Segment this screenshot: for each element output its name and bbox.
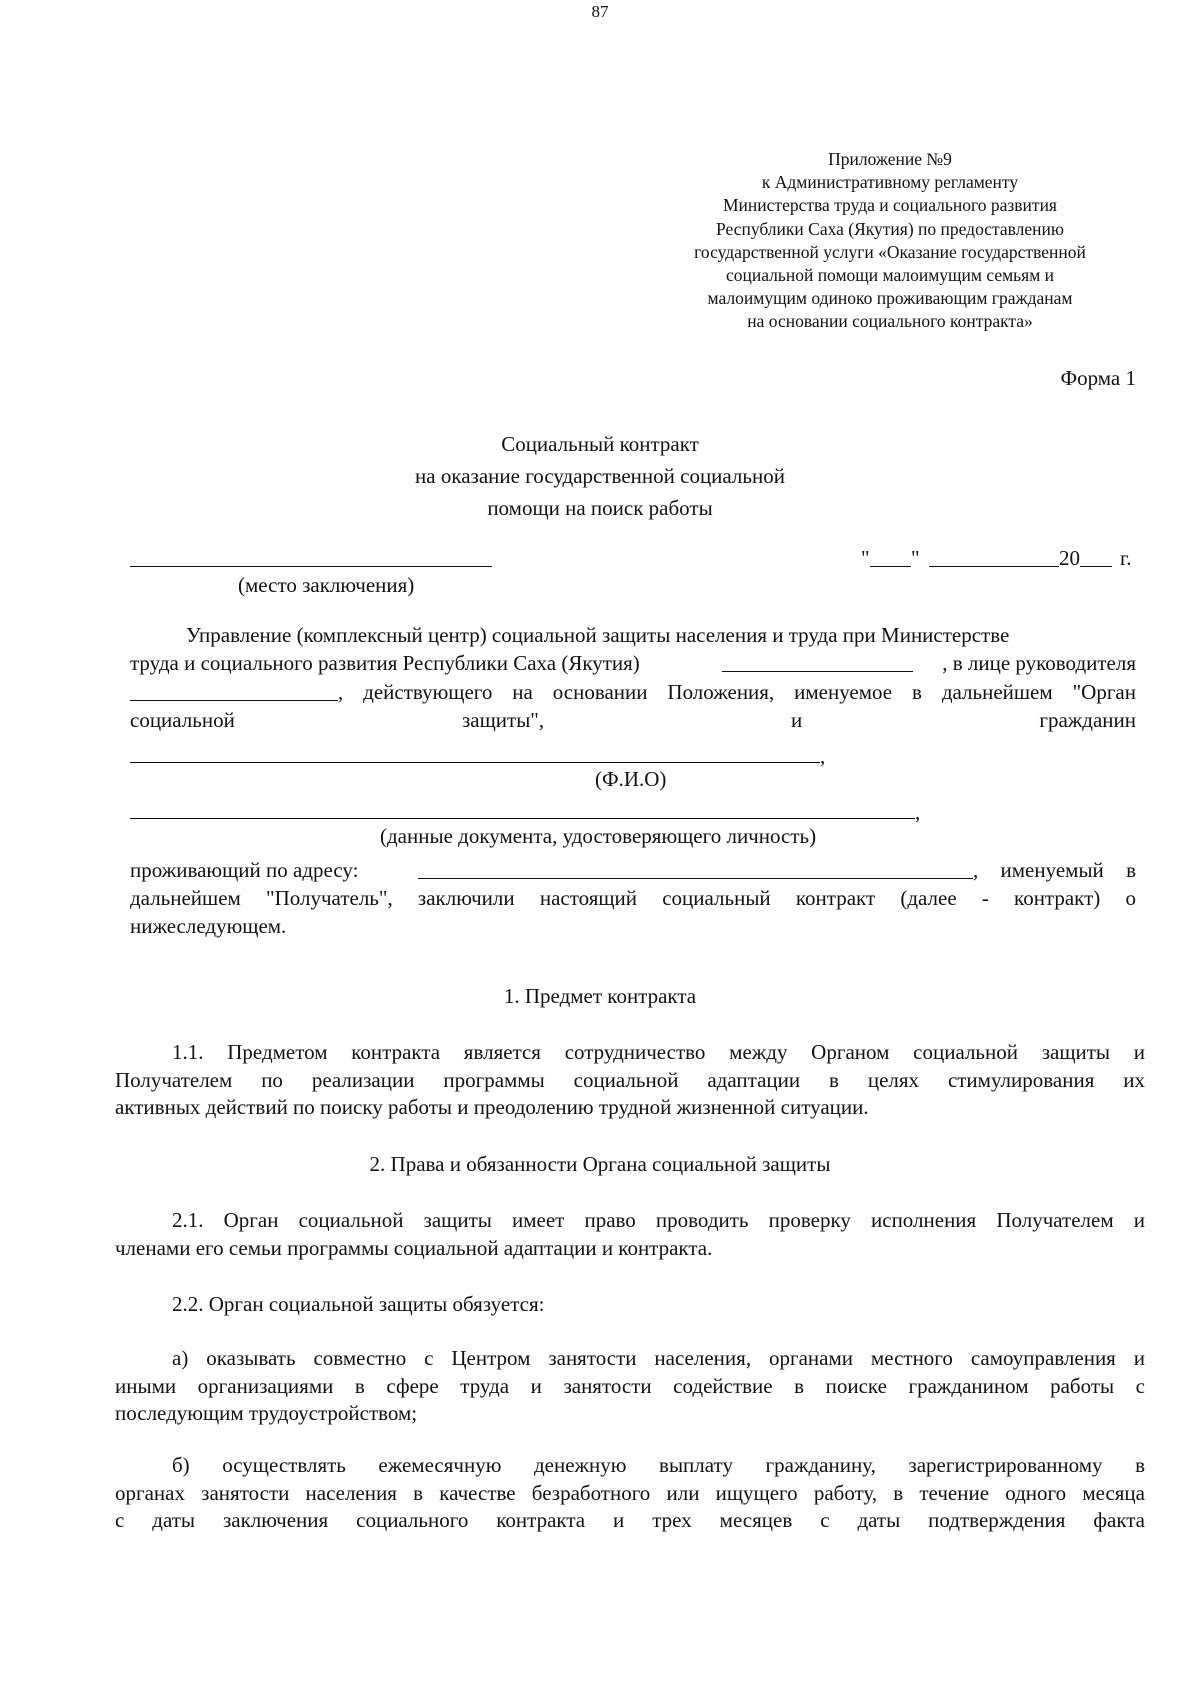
date-quote-open: " bbox=[861, 546, 870, 570]
head-name-blank-line bbox=[130, 700, 338, 701]
fio-blank-line bbox=[130, 762, 820, 763]
page-number: 87 bbox=[591, 2, 609, 21]
preamble-line: дальнейшем "Получатель", заключили настоящий социальный контракт (далее - контракт) о bbox=[130, 886, 1136, 910]
document-comma: , bbox=[915, 800, 921, 824]
preamble-line: Управление (комплексный центр) социальной защиты населения и труда при Министерстве bbox=[186, 623, 1010, 647]
preamble-word: гражданин bbox=[1039, 708, 1136, 732]
month-blank-line bbox=[929, 566, 1059, 567]
preamble-word: защиты", bbox=[462, 708, 545, 732]
paragraph-b bbox=[115, 1452, 1145, 1535]
paragraph-line: иными организациями в сфере труда и занятости содействие в поиске гражданином работы с bbox=[115, 1373, 1145, 1398]
preamble-line: труда и социального развития Республики Саха (Якутия) bbox=[130, 651, 640, 675]
title-line: помощи на поиск работы bbox=[487, 496, 713, 520]
address-tail: , именуемый в bbox=[973, 858, 1136, 882]
appendix-line: государственной услуги «Оказание государственной bbox=[694, 241, 1086, 262]
appendix-header bbox=[645, 148, 1135, 334]
address-blank-line bbox=[418, 878, 973, 879]
paragraph-line: членами его семьи программы социальной адаптации и контракта. bbox=[115, 1235, 713, 1260]
date-quote-close: " bbox=[911, 546, 920, 570]
title-line: Социальный контракт bbox=[501, 432, 699, 456]
year-prefix: 20 bbox=[1059, 546, 1080, 570]
paragraph-2-2: 2.2. Орган социальной защиты обязуется: bbox=[172, 1292, 545, 1316]
appendix-line: на основании социального контракта» bbox=[747, 311, 1033, 332]
paragraph-a bbox=[115, 1345, 1145, 1428]
paragraph-line: последующим трудоустройством; bbox=[115, 1401, 418, 1425]
document-title bbox=[0, 428, 1200, 524]
paragraph-line: а) оказывать совместно с Центром занятости населения, органами местного самоуправления и bbox=[172, 1346, 1145, 1370]
preamble-word: социальной bbox=[130, 708, 235, 732]
preamble-line: , в лице руководителя bbox=[942, 651, 1136, 675]
paragraph-line: активных действий по поиску работы и преодолению трудной жизненной ситуации. bbox=[115, 1095, 869, 1119]
appendix-line: к Административному регламенту bbox=[761, 172, 1019, 193]
paragraph-2-1 bbox=[115, 1207, 1145, 1262]
section-heading: 2. Права и обязанности Органа социальной защиты bbox=[369, 1152, 831, 1176]
preamble-line: нижеследующем. bbox=[130, 914, 287, 938]
fio-caption: (Ф.И.О) bbox=[595, 767, 667, 791]
year-blank-line bbox=[1080, 566, 1112, 567]
place-caption: (место заключения) bbox=[238, 573, 415, 597]
document-caption: (данные документа, удостоверяющего личность) bbox=[380, 824, 817, 848]
paragraph-line: б) осуществлять ежемесячную денежную выплату гражданину, зарегистрированному в bbox=[172, 1453, 1145, 1477]
year-suffix: г. bbox=[1120, 546, 1132, 570]
document-blank-line bbox=[130, 818, 915, 819]
preamble-word: и bbox=[791, 708, 803, 732]
address-label: проживающий по адресу: bbox=[130, 858, 359, 882]
paragraph-line: с даты заключения социального контракта и трех месяцев с даты подтверждения факта bbox=[115, 1508, 1145, 1532]
department-blank-line bbox=[722, 671, 913, 672]
paragraph-line: Получателем по реализации программы социальной адаптации в целях стимулирования их bbox=[115, 1067, 1145, 1092]
title-line: на оказание государственной социальной bbox=[415, 464, 785, 488]
day-blank-line bbox=[870, 566, 911, 567]
appendix-line: Республики Саха (Якутия) по предоставлению bbox=[715, 218, 1064, 239]
appendix-line: Министерства труда и социального развития bbox=[723, 195, 1057, 216]
form-label: Форма 1 bbox=[1060, 366, 1136, 390]
paragraph-line: 2.1. Орган социальной защиты имеет право проводить проверку исполнения Получателем и bbox=[172, 1208, 1145, 1232]
appendix-line: социальной помощи малоимущим семьям и bbox=[725, 265, 1055, 286]
appendix-line: Приложение №9 bbox=[828, 149, 952, 169]
paragraph-line: органах занятости населения в качестве безработного или ищущего работу, в течение одного месяца bbox=[115, 1480, 1145, 1505]
place-blank-line bbox=[130, 566, 492, 567]
paragraph-1-1 bbox=[115, 1039, 1145, 1122]
appendix-line: малоимущим одиноко проживающим гражданам bbox=[707, 288, 1073, 309]
section-heading: 1. Предмет контракта bbox=[503, 984, 697, 1008]
paragraph-line: 1.1. Предметом контракта является сотрудничество между Органом социальной защиты и bbox=[172, 1040, 1145, 1064]
preamble-line: , действующего на основании Положения, именуемое в дальнейшем "Орган bbox=[338, 680, 1136, 704]
fio-comma: , bbox=[820, 744, 826, 768]
